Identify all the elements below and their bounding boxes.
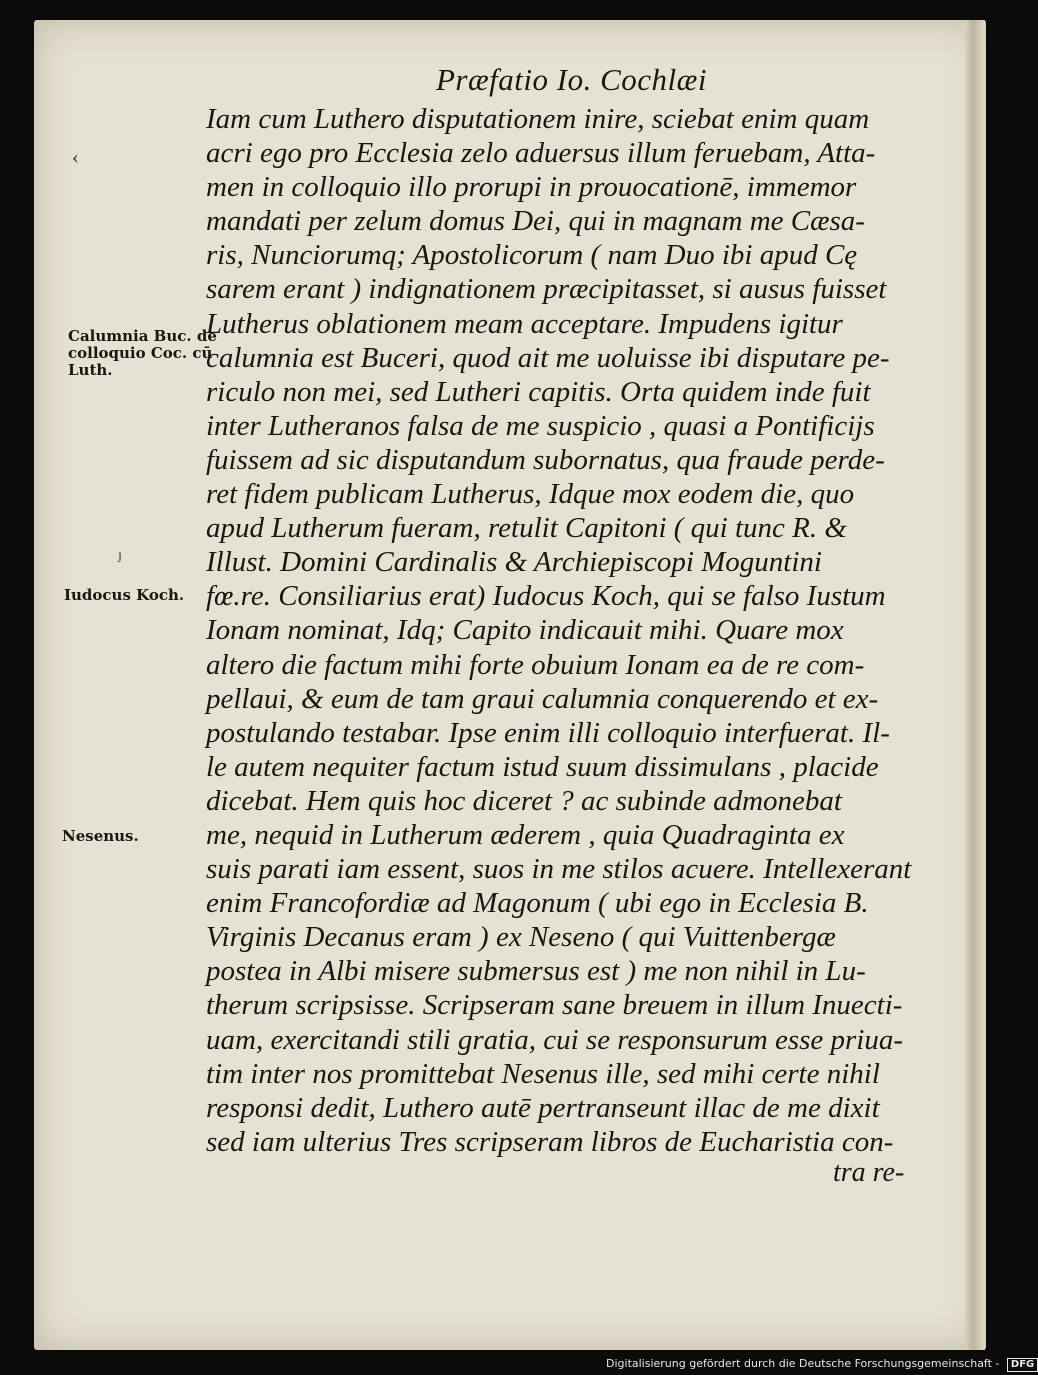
text-line: riculo non mei, sed Lutheri capitis. Orta quidem inde fuit (206, 375, 871, 408)
catchword: tra re- (833, 1157, 905, 1188)
dfg-logo-icon: DFG (1007, 1358, 1038, 1372)
footer-text: Digitalisierung gefördert durch die Deutsche Forschungsgemeinschaft - (606, 1357, 1000, 1370)
text-line: le autem nequiter factum istud suum dissimulans , placide (206, 750, 879, 783)
marginal-note-line: colloquio Coc. cū (68, 344, 213, 362)
text-line: postea in Albi misere submersus est ) me non nihil in Lu- (206, 955, 866, 988)
text-line: inter Lutheranos falsa de me suspicio , quasi a Pontificijs (206, 409, 875, 442)
text-line: uam, exercitandi stili gratia, cui se responsurum esse priua- (206, 1023, 904, 1056)
text-line: sed iam ulterius Tres scripseram libros de Eucharistia con- (206, 1125, 894, 1158)
text-line: ret fidem publicam Lutherus, Idque mox eodem die, quo (206, 478, 855, 511)
text-line: Lutherus oblationem meam acceptare. Impudens igitur (206, 307, 843, 340)
text-line: therum scripsisse. Scripseram sane breuem in illum Inuecti- (206, 989, 903, 1022)
margin-mark: ȷ (118, 548, 122, 563)
text-line: sarem erant ) indignationem præcipitasset, si ausus fuisset (206, 273, 887, 306)
text-line: Iam cum Luthero disputationem inire, sciebat enim quam (206, 103, 870, 135)
marginal-note-line: Calumnia Buc. de (68, 327, 217, 345)
text-line: responsi dedit, Luthero autē pertranseunt illac de me dixit (206, 1091, 880, 1124)
text-line: Illust. Domini Cardinalis & Archiepiscopi Moguntini (206, 546, 822, 579)
text-line: me, nequid in Lutherum æderem , quia Quadraginta ex (206, 818, 845, 851)
marginal-note-line: Luth. (68, 361, 113, 379)
text-line: apud Lutherum fueram, retulit Capitoni ( qui tunc R. & (206, 512, 847, 545)
text-line: calumnia est Buceri, quod ait me uoluisse ibi disputare pe- (206, 341, 890, 374)
text-line: fœ.re. Consiliarius erat) Iudocus Koch, qui se falso Iustum (206, 580, 886, 613)
page-edge (965, 20, 985, 1350)
marginal-note-nesenus: Nesenus. (62, 827, 139, 845)
text-line: altero die factum mihi forte obuium Ionam ea de re com- (206, 648, 865, 681)
text-line: mandati per zelum domus Dei, qui in magnam me Cæsa- (206, 205, 865, 238)
text-line: men in colloquio illo prorupi in prouocationē, immemor (206, 171, 857, 204)
text-line: acri ego pro Ecclesia zelo aduersus illum feruebam, Atta- (206, 137, 876, 170)
marginal-note-calumnia (68, 328, 217, 379)
text-line: enim Francofordiæ ad Magonum ( ubi ego in Ecclesia B. (206, 887, 869, 920)
text-line: ris, Nunciorumq; Apostolicorum ( nam Duo ibi apud Cę (206, 239, 858, 272)
running-head: Præfatio Io. Cochlæi (436, 62, 707, 97)
text-line: Virginis Decanus eram ) ex Neseno ( qui Vuittenbergæ (206, 921, 836, 954)
text-line: dicebat. Hem quis hoc diceret ? ac subinde admonebat (206, 784, 842, 817)
text-line: postulando testabar. Ipse enim illi colloquio interfuerat. Il- (206, 716, 890, 749)
text-line: pellaui, & eum de tam graui calumnia conquerendo et ex- (206, 682, 879, 715)
margin-mark: ‹ (72, 146, 79, 168)
body-text (206, 102, 931, 1159)
marginal-note-iudocus: Iudocus Koch. (64, 586, 185, 604)
text-line: fuissem ad sic disputandum subornatus, qua fraude perde- (206, 443, 885, 476)
text-line: suis parati iam essent, suos in me stilos acuere. Intellexerant (206, 853, 912, 886)
text-line: tim inter nos promittebat Nesenus ille, sed mihi certe nihil (206, 1057, 880, 1090)
footer-credit (606, 1357, 1038, 1372)
text-line: Ionam nominat, Idq; Capito indicauit mihi. Quare mox (206, 614, 844, 647)
